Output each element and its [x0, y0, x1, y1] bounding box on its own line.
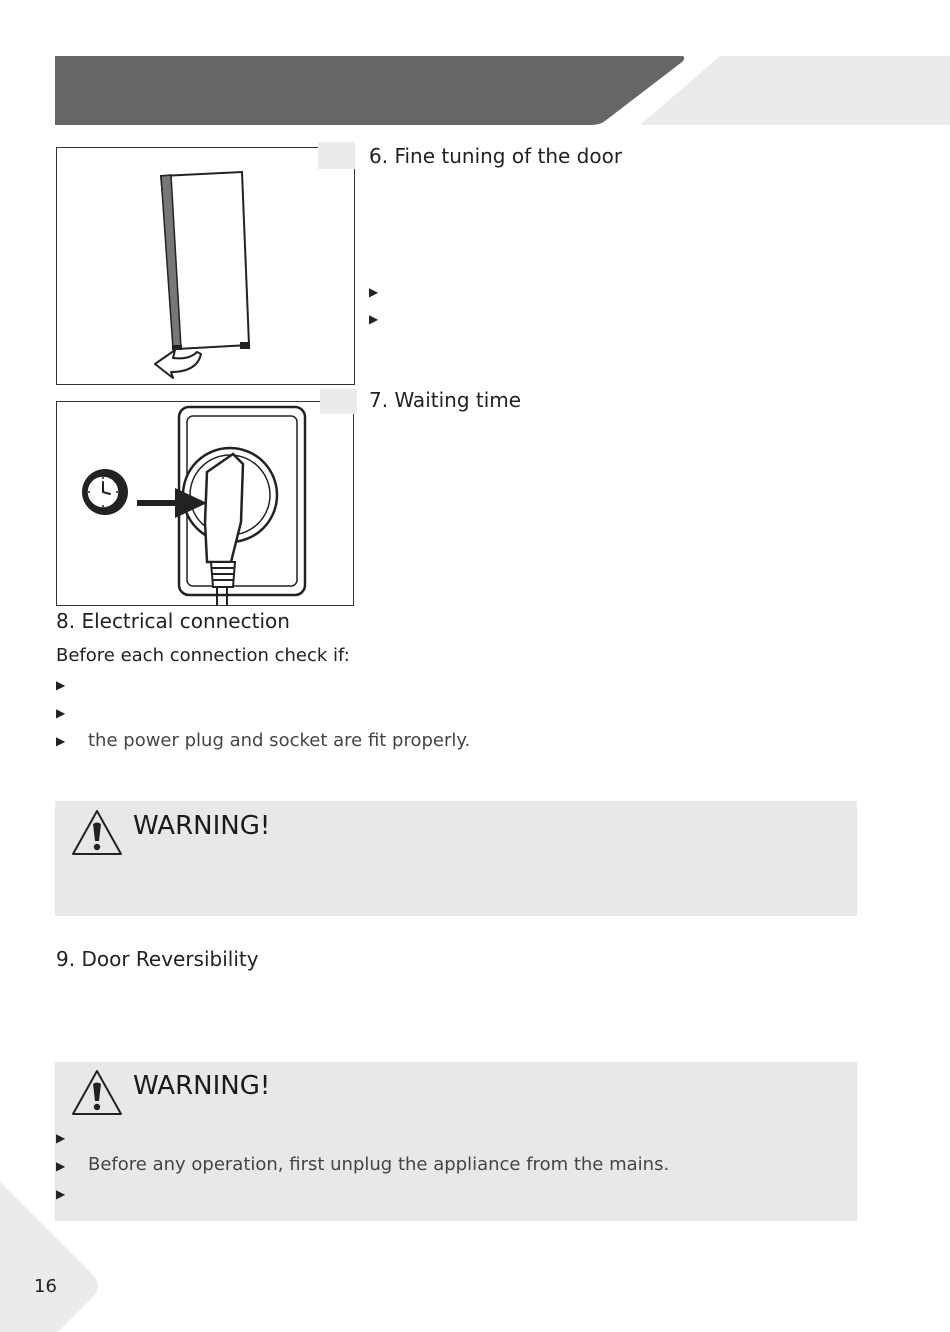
bullet-marker: ▶	[56, 678, 66, 692]
bullet-marker: ▶	[56, 706, 66, 720]
warning-triangle-icon	[70, 808, 124, 858]
bullet-marker: ▶	[56, 734, 66, 748]
clock-icon	[81, 466, 131, 518]
warning-title: WARNING!	[133, 811, 271, 841]
warning-box	[55, 801, 857, 916]
figure-waiting-time	[56, 401, 354, 606]
bullet-marker: ▶	[369, 285, 379, 299]
warning-box	[55, 1062, 857, 1221]
figure-tab	[320, 389, 357, 414]
section-8-heading: 8. Electrical connection	[56, 609, 290, 633]
figure-tab	[318, 142, 355, 169]
figure-door-tuning	[56, 147, 355, 385]
rotate-arrow-icon	[149, 344, 209, 380]
section-6-heading: 6. Fine tuning of the door	[369, 144, 623, 168]
section-8-bullet-3: the power plug and socket are fit properly.	[88, 730, 471, 751]
header-band	[0, 0, 950, 130]
section-8-intro: Before each connection check if:	[56, 645, 350, 666]
warning-title: WARNING!	[133, 1071, 271, 1101]
warning-triangle-icon	[70, 1068, 124, 1118]
bullet-marker: ▶	[56, 1159, 66, 1173]
bullet-marker: ▶	[56, 1187, 66, 1201]
footer-corner	[0, 1182, 104, 1332]
section-7-heading: 7. Waiting time	[369, 388, 522, 412]
bullet-marker: ▶	[56, 1131, 66, 1145]
bullet-marker: ▶	[369, 312, 379, 326]
page-number: 16	[34, 1276, 57, 1297]
warning-2-bullet-2: Before any operation, first unplug the appliance from the mains.	[88, 1154, 670, 1175]
section-9-heading: 9. Door Reversibility	[56, 947, 259, 971]
